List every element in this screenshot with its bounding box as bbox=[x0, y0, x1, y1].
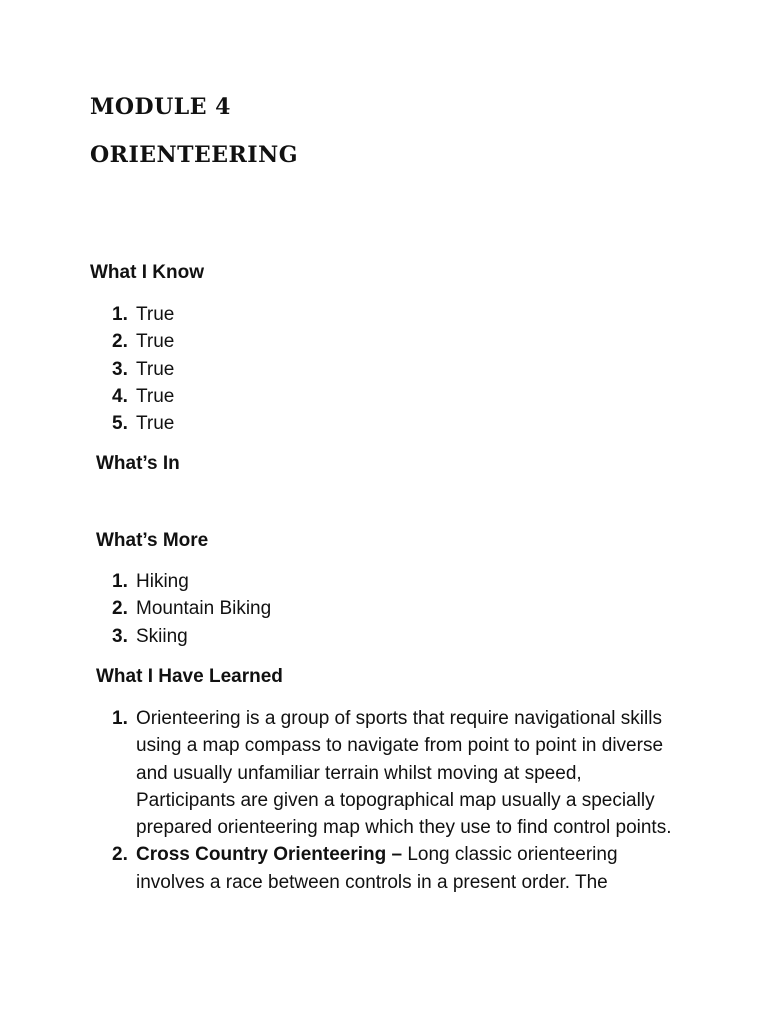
list-item-text: True bbox=[136, 413, 175, 435]
list-item-text: Hiking bbox=[136, 571, 189, 592]
list-item-text: Skiing bbox=[136, 625, 188, 647]
list-item-number: 3. bbox=[112, 358, 128, 380]
whats-in-heading: What’s In bbox=[96, 453, 180, 474]
whats-more-heading: What’s More bbox=[96, 530, 209, 551]
what-i-have-learned-list bbox=[112, 705, 672, 896]
list-item-text: Long classic orienteering involves a race between controls in a present order. The bbox=[136, 844, 618, 893]
list-item-text: True bbox=[136, 385, 175, 407]
list-item-number: 1. bbox=[112, 304, 128, 325]
list-item-number: 1. bbox=[112, 708, 128, 729]
list-item-number: 5. bbox=[112, 413, 128, 435]
list-item-number: 3. bbox=[112, 625, 128, 647]
list-item-text: True bbox=[136, 358, 175, 380]
list-item-text: True bbox=[136, 331, 175, 353]
topic-title: ORIENTEERING bbox=[90, 142, 298, 168]
list-item-text: True bbox=[136, 304, 175, 325]
list-item bbox=[112, 568, 271, 595]
what-i-know-list bbox=[112, 301, 174, 437]
list-item-text: Orienteering is a group of sports that require navigational skills using a map compass to navigate from point to point in diverse and usually unfamiliar terrain whilst moving at speed, Participants are given a topographical map usually a specially prepared orienteering map which they use to find control points. bbox=[136, 708, 672, 839]
list-item-number: 4. bbox=[112, 385, 128, 407]
list-item-number: 1. bbox=[112, 571, 128, 592]
list-item bbox=[112, 328, 174, 355]
list-item bbox=[112, 383, 174, 410]
list-item bbox=[112, 410, 174, 437]
module-title: MODULE 4 bbox=[90, 94, 231, 120]
list-item bbox=[112, 356, 174, 383]
list-item-number: 2. bbox=[112, 598, 128, 620]
what-i-have-learned-heading: What I Have Learned bbox=[96, 666, 283, 687]
list-item-number: 2. bbox=[112, 331, 128, 353]
list-item bbox=[112, 623, 271, 650]
list-item-text: Mountain Biking bbox=[136, 598, 272, 620]
list-item bbox=[112, 595, 271, 622]
list-item bbox=[112, 841, 672, 896]
list-item bbox=[112, 705, 672, 841]
list-item bbox=[112, 301, 174, 328]
list-item-number: 2. bbox=[112, 844, 128, 866]
whats-more-list bbox=[112, 568, 271, 650]
what-i-know-heading: What I Know bbox=[90, 262, 204, 283]
list-item-term: Cross Country Orienteering – bbox=[136, 844, 403, 866]
